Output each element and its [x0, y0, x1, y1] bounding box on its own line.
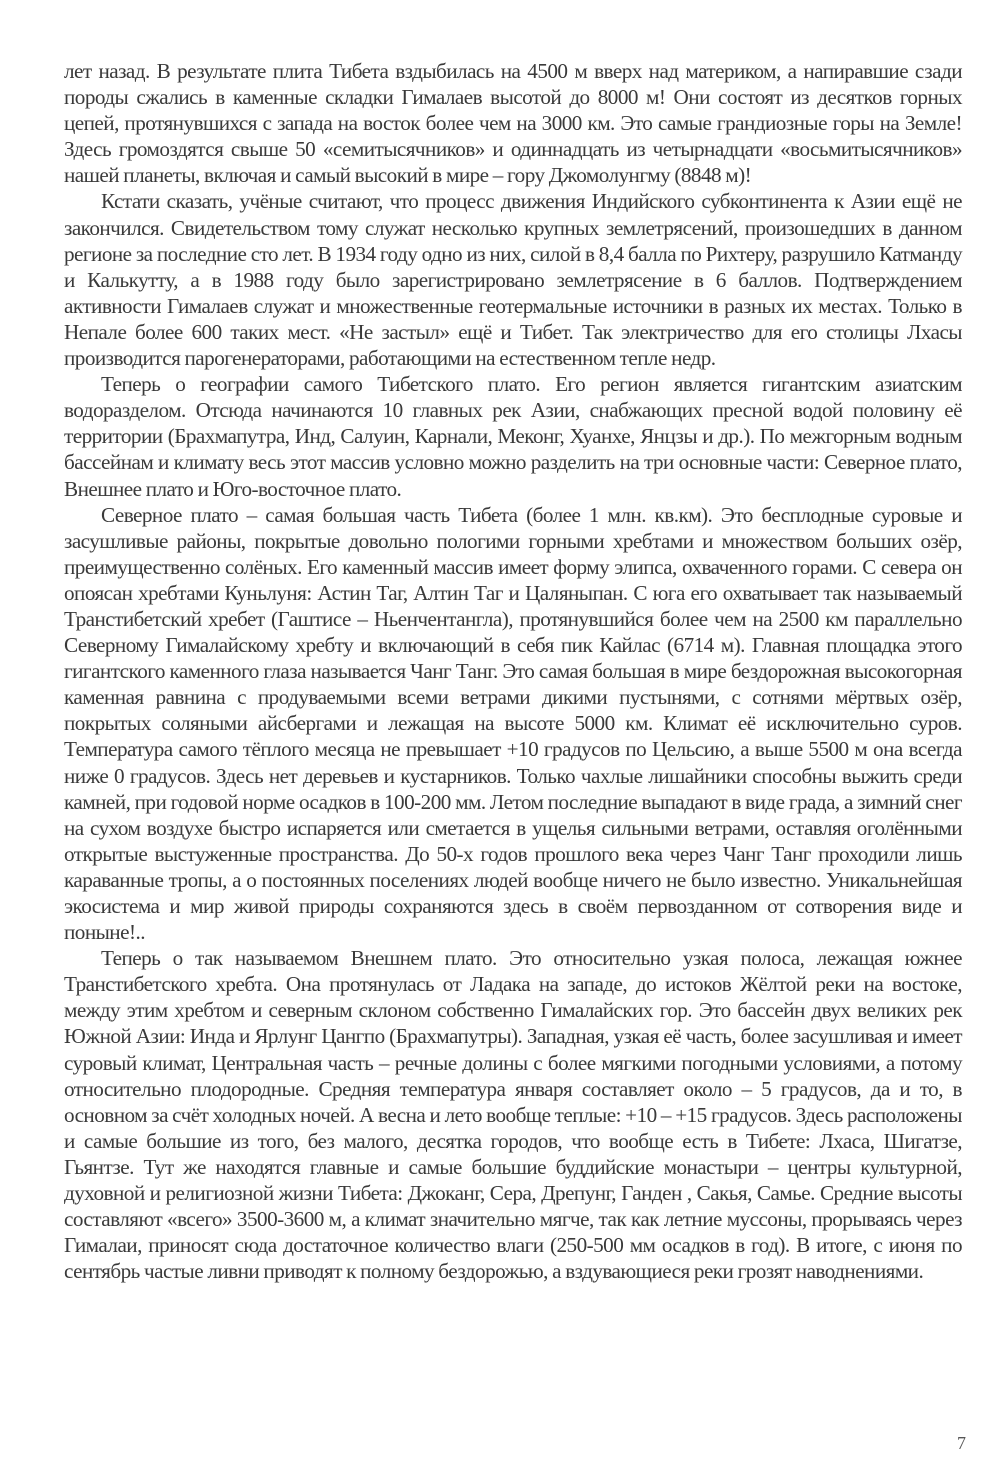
paragraph-tibet-geography: Теперь о географии самого Тибетского плато. Его регион является гигантским азиатским водоразделом. Отсюда начинаются 10 главных рек Азии, снабжающих пресной водой половину её территории (Брахмапутра, Инд, Салуин, Карнали, Меконг, Хуанхе, Янцзы и др.). По межгорным водным бассейнам и климату весь этот массив условно можно разделить на три основные части: Северное плато, Внешнее плато и Юго-восточное плато. — [64, 372, 962, 501]
paragraph-himalaya-formation: лет назад. В результате плита Тибета вздыбилась на 4500 м вверх над материком, а напиравшие сзади породы сжались в каменные складки Гималаев высотой до 8000 м! Они состоят из десятков горных цепей, протянувшихся с запада на восток более чем на 3000 км. Это самые грандиозные горы на Земле! Здесь громоздятся свыше 50 «семитысячников» и одиннадцать из четырнадцати «восьмитысячников» нашей планеты, включая и самый высокий в мире – гору Джомолунгму (8848 м)! — [64, 59, 962, 188]
page-body — [64, 58, 962, 1284]
paragraph-northern-plateau: Северное плато – самая большая часть Тибета (более 1 млн. кв.км). Это бесплодные суровые и засушливые районы, покрытые довольно пологими горными хребтами и множеством больших озёр, преимущественно солёных. Его каменный массив имеет форму элипса, охваченного горами. С севера он опоясан хребтами Куньлуня: Астин Таг, Алтин Таг и Цаляныпан. С юга его охватывает так называемый Транстибетский хребет (Гаштисе – Ньенчентангла), протянувшийся более чем на 2500 км параллельно Северному Гималайскому хребту и включающий в себя пик Кайлас (6714 м). Главная площадка этого гигантского каменного глаза называется Чанг Танг. Это самая большая в мире бездорожная высокогорная каменная равнина с продуваемыми всеми ветрами дикими пустынями, с сотнями мёртвых озёр, покрытых соляными айсбергами и лежащая на высоте 5000 км. Климат её исключительно суров. Температура самого тёплого месяца не превышает +10 градусов по Цельсию, а выше 5500 м она всегда ниже 0 градусов. Здесь нет деревьев и кустарников. Только чахлые лишайники способны выжить среди камней, при годовой норме осадков в 100-200 мм. Летом последние выпадают в виде града, а зимний снег на сухом воздухе быстро испаряется или сметается в ущелья сильными ветрами, оставляя оголёнными открытые выстуженные пространства. До 50-х годов прошлого века через Чанг Танг проходили лишь караванные тропы, а о постоянных поселениях людей вообще ничего не было известно. Уникальнейшая экосистема и мир живой природы сохраняются здесь в своём первозданном от сотворения виде и поныне!.. — [64, 502, 962, 945]
paragraph-seismic-activity: Кстати сказать, учёные считают, что процесс движения Индийского субконтинента к Азии ещё не закончился. Свидетельством тому служат несколько крупных землетрясений, произошедших в данном регионе за последние сто лет. В 1934 году одно из них, силой в 8,4 балла по Рихтеру, разрушило Катманду и Калькутту, а в 1988 году было зарегистрировано землетрясение в 6 баллов. Подтверждением активности Гималаев служат и множественные геотермальные источники в разных их местах. Только в Непале более 600 таких мест. «Не застыл» ещё и Тибет. Так электричество для его столицы Лхасы производится парогенераторами, работающими на естественном тепле недр. — [64, 189, 962, 371]
paragraph-outer-plateau: Теперь о так называемом Внешнем плато. Это относительно узкая полоса, лежащая южнее Транстибетского хребта. Она протянулась от Ладака на западе, до истоков Жёлтой реки на востоке, между этим хребтом и северным склоном собственно Гималайских гор. Это бассейн двух великих рек Южной Азии: Инда и Ярлунг Цангпо (Брахмапутры). Западная, узкая её часть, более засушливая и имеет суровый климат, Центральная часть – речные долины с более мягкими погодными условиями, а потому относительно плодородные. Средняя температура января составляет около – 5 градусов, да и то, в основном за счёт холодных ночей. А весна и лето вообще теплые: +10 – +15 градусов. Здесь расположены и самые большие из того, без малого, десятка городов, что вообще есть в Тибете: Лхаса, Шигатзе, Гьянтзе. Тут же находятся главные и самые большие буддийские монастыри – центры культурной, духовной и религиозной жизни Тибета: Джоканг, Сера, Дрепунг, Ганден , Сакья, Самье. Средние высоты составляют «всего» 3500-3600 м, а климат значительно мягче, так как летние муссоны, прорываясь через Гималаи, приносят сюда достаточное количество влаги (250-500 мм осадков в год). В итоге, с июня по сентябрь частые ливни приводят к полному бездорожью, а вздувающиеся реки грозят наводнениями. — [64, 946, 962, 1284]
page-number: 7 — [957, 1433, 966, 1453]
